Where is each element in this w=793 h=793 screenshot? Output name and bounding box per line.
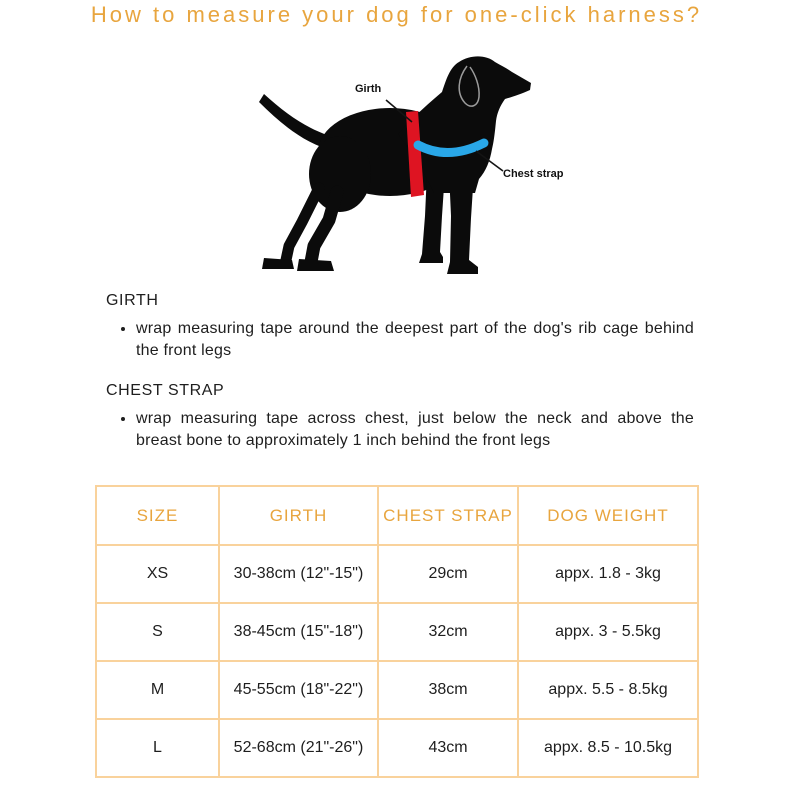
cell-size: S [96, 603, 219, 661]
cell-size: L [96, 719, 219, 777]
cell-chest-strap: 32cm [378, 603, 518, 661]
girth-bullet-list [106, 318, 700, 362]
girth-section-heading: GIRTH [106, 292, 159, 309]
chest-strap-bullet-item: • wrap measuring tape across chest, just below the neck and above the breast bone to approximately 1 inch behind the front legs [136, 408, 694, 452]
cell-chest-strap: 43cm [378, 719, 518, 777]
chest-strap-callout-label: Chest strap [503, 168, 564, 180]
harness-size-table [95, 485, 699, 778]
cell-chest-strap: 29cm [378, 545, 518, 603]
dog-silhouette-illustration [240, 50, 570, 280]
cell-chest-strap: 38cm [378, 661, 518, 719]
measuring-instructions [106, 292, 700, 472]
table-row-l [96, 719, 698, 777]
table-row-xs [96, 545, 698, 603]
cell-girth: 30-38cm (12"-15") [219, 545, 378, 603]
cell-dog-weight: appx. 5.5 - 8.5kg [518, 661, 698, 719]
table-row-m [96, 661, 698, 719]
cell-size: M [96, 661, 219, 719]
chest-strap-bullet-list [106, 408, 700, 452]
page-title: How to measure your dog for one-click harness? [90, 2, 703, 27]
header-chest-strap: CHEST STRAP [378, 486, 518, 545]
girth-callout-label: Girth [355, 83, 382, 95]
cell-dog-weight: appx. 1.8 - 3kg [518, 545, 698, 603]
header-dog-weight: DOG WEIGHT [518, 486, 698, 545]
cell-dog-weight: appx. 8.5 - 10.5kg [518, 719, 698, 777]
header-size: SIZE [96, 486, 219, 545]
cell-dog-weight: appx. 3 - 5.5kg [518, 603, 698, 661]
dog-hind-near-foot [297, 259, 334, 271]
cell-size: XS [96, 545, 219, 603]
girth-bullet-item: • wrap measuring tape around the deepest part of the dog's rib cage behind the front legs [136, 318, 694, 362]
cell-girth: 38-45cm (15"-18") [219, 603, 378, 661]
dog-harness-diagram [240, 50, 570, 280]
table-row-s [96, 603, 698, 661]
header-girth: GIRTH [219, 486, 378, 545]
cell-girth: 45-55cm (18"-22") [219, 661, 378, 719]
size-table-header-row [96, 486, 698, 545]
chest-strap-section-heading: CHEST STRAP [106, 382, 225, 399]
cell-girth: 52-68cm (21"-26") [219, 719, 378, 777]
